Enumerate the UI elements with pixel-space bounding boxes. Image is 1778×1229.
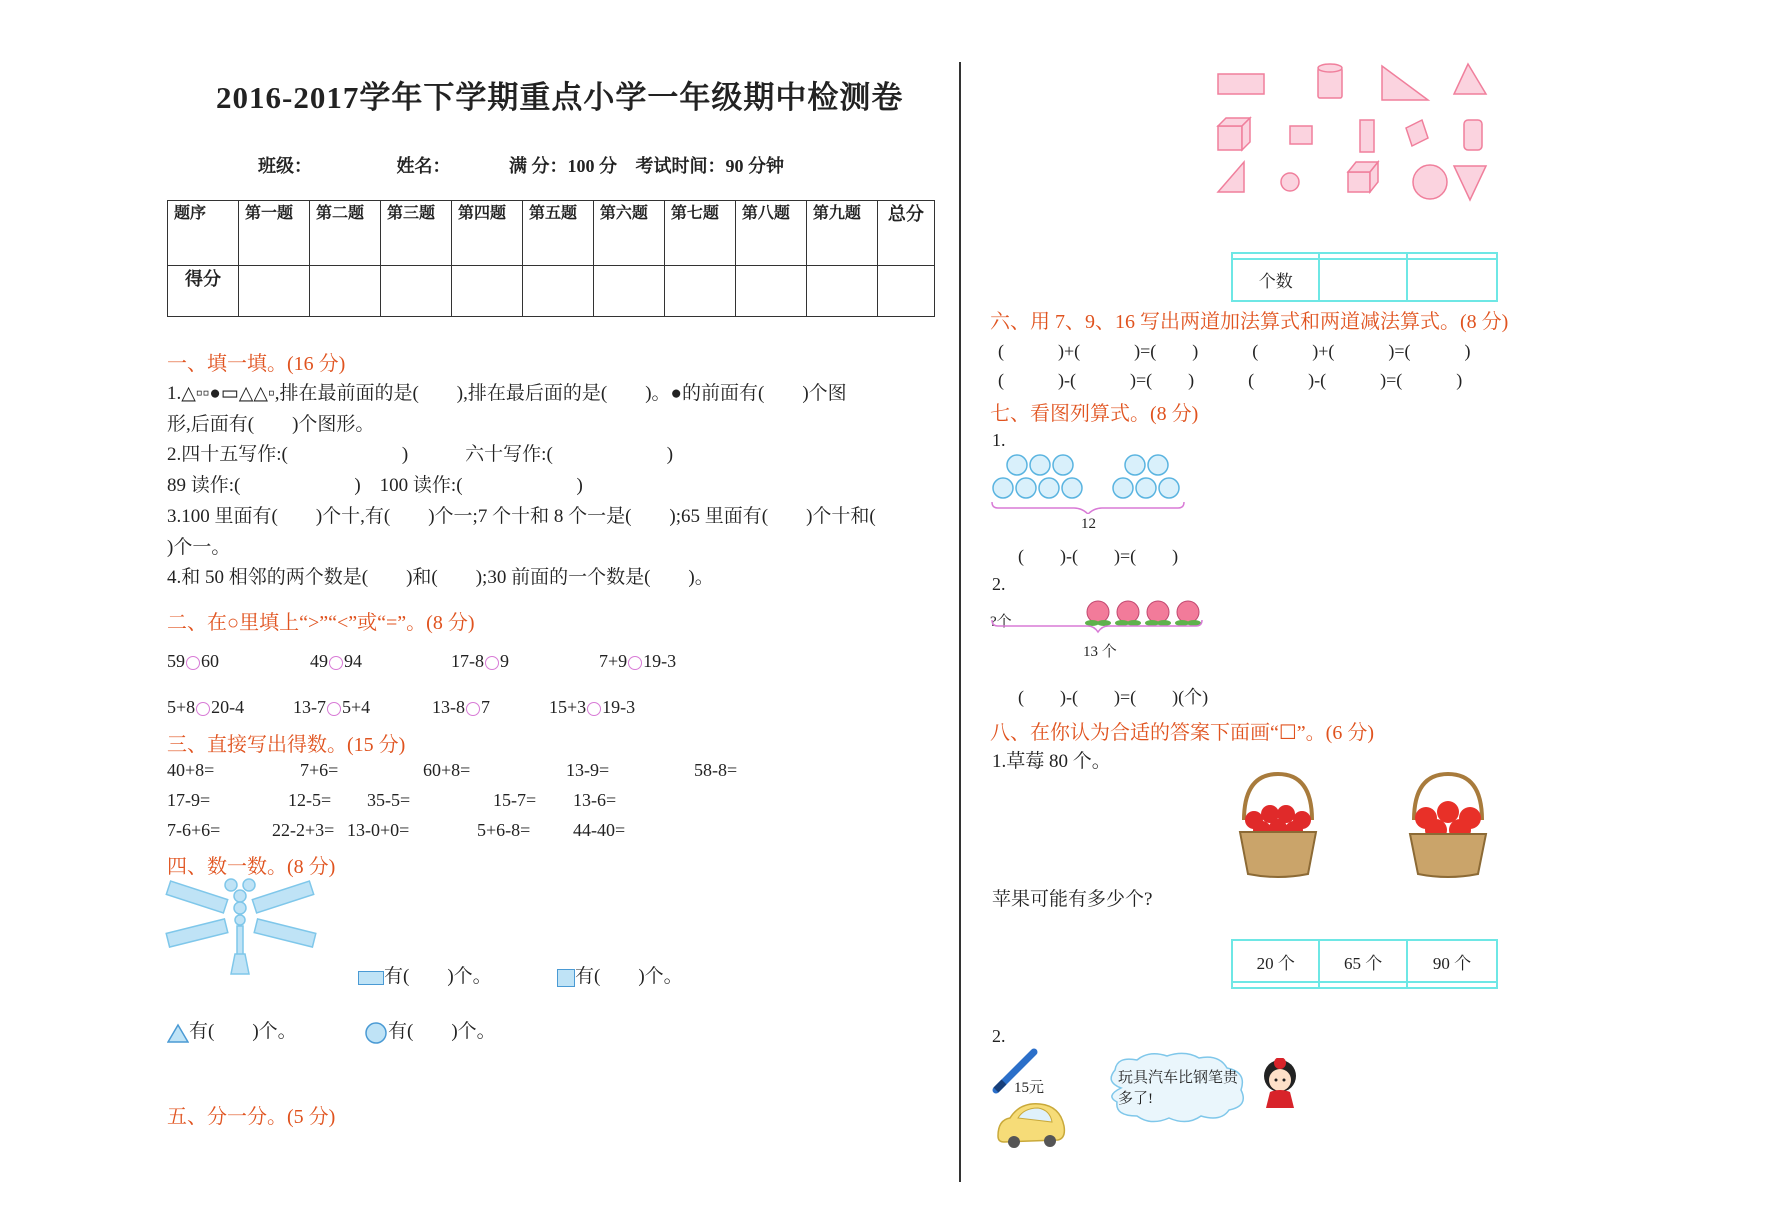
calc-item: 7+6= [300,760,339,780]
calc-item: 58-8= [694,760,738,780]
compare-item: 59 60 [167,651,219,671]
triangle-icon [167,1023,189,1043]
s6-add-line: ( )+( )=( ) ( )+( )=( ) [998,341,1471,361]
calc-item: 12-5= [288,790,332,810]
rectangle-icon [358,971,384,985]
s1-q3-line2: )个一。 [167,537,231,558]
option-65: 65 个 [1319,940,1406,982]
s1-q2-line1: 2.四十五写作:( ) 六十写作:( ) [167,444,674,465]
option-20: 20 个 [1232,940,1319,982]
class-label: 班级： [258,156,312,176]
compare-circle[interactable] [466,702,480,716]
compare-circle[interactable] [196,702,210,716]
score-cell[interactable] [309,266,380,317]
count-cell[interactable] [1407,259,1497,301]
section-8-heading: 八、在你认为合适的答案下面画“☐”。(6 分) [990,722,1375,744]
compare-item: 7+9 19-3 [599,651,677,671]
s4-rect-count: 有( )个。 [358,961,492,988]
compare-item: 5+8 20-4 [167,697,245,717]
s4-square-count: 有( )个。 [557,961,683,988]
section-1-heading: 一、填一填。(16 分) [167,353,346,375]
section-6-heading: 六、用 7、9、16 写出两道加法算式和两道减法算式。(8 分) [990,311,1509,333]
apple-basket-image [1404,770,1492,880]
s1-q4: 4.和 50 相邻的两个数是( )和( );30 前面的一个数是( )。 [167,567,714,588]
score-table [167,200,935,317]
compare-item: 49 94 [310,651,362,671]
score-cell[interactable] [239,266,310,317]
section-7-heading: 七、看图列算式。(8 分) [990,403,1199,425]
option-90: 90 个 [1407,940,1497,982]
compare-item: 17-8 9 [451,651,509,671]
col-q6: 第六题 [593,201,664,266]
circles-group-figure [990,452,1190,514]
compare-circle[interactable] [327,702,341,716]
peaches-brace [990,618,1204,636]
score-cell[interactable] [806,266,877,317]
girl-avatar [1258,1058,1302,1110]
score-cell[interactable] [593,266,664,317]
row-label-score: 得分 [168,266,239,317]
s8-q2-label: 2. [992,1026,1006,1046]
s1-q1-line1: 1.△▫▫●▭△△▫,排在最前面的是( ),排在最后面的是( )。●的前面有( )个图 [167,383,847,404]
score-cell[interactable] [877,266,934,317]
name-label: 姓名： [396,156,451,176]
col-q4: 第四题 [451,201,522,266]
s1-q2-line2: 89 读作:( ) 100 读作:( ) [167,475,583,496]
score-cell[interactable] [451,266,522,317]
compare-circle[interactable] [186,656,200,670]
answer-cell[interactable] [1407,982,1497,988]
compare-circle[interactable] [628,656,642,670]
count-label: 个数 [1232,259,1319,301]
score-cell[interactable] [380,266,451,317]
section-4-heading: 四、数一数。(8 分) [167,856,336,878]
s6-sub-line: ( )-( )=( ) ( )-( )=( ) [998,370,1463,390]
dragonfly-figure [163,876,323,982]
speech-text: 玩具汽车比钢笔贵多了! [1118,1070,1239,1107]
col-q1: 第一题 [239,201,310,266]
calc-item: 7-6+6= [167,820,221,840]
section-5-heading: 五、分一分。(5 分) [167,1106,336,1128]
s4-triangle-count: 有( )个。 [167,1016,297,1043]
col-q8: 第八题 [735,201,806,266]
compare-circle[interactable] [329,656,343,670]
calc-item: 13-9= [566,760,610,780]
shape-count-table [1231,252,1498,302]
s7-p1-label: 1. [992,430,1006,450]
full-score: 满 分：100 分 [509,156,617,176]
compare-item: 15+3 19-3 [549,697,636,717]
square-icon [557,969,575,987]
section-3-heading: 三、直接写出得数。(15 分) [167,734,406,756]
calc-item: 60+8= [423,760,471,780]
calc-item: 5+6-8= [477,820,531,840]
calc-item: 13-6= [573,790,617,810]
solid-shapes-figure [1210,58,1510,206]
s8-q1-question: 苹果可能有多少个? [992,889,1153,910]
calc-item: 15-7= [493,790,537,810]
s7-p2-total: 13 个 [1083,644,1117,660]
pen-price: 15元 [1014,1080,1045,1096]
s7-p1-equation: ( )-( )=( ) [1018,546,1179,566]
col-q2: 第二题 [309,201,380,266]
toy-car-icon [994,1098,1068,1150]
page-divider [959,62,961,1182]
section-2-heading: 二、在○里填上“>”“<”或“=”。(8 分) [167,612,475,634]
s7-p2-unknown: ?个 [990,614,1012,630]
s1-q3-line1: 3.100 里面有( )个十,有( )个一;7 个十和 8 个一是( );65 里面有( )个十和( [167,506,876,527]
apple-answer-table [1231,939,1498,989]
calc-item: 35-5= [367,790,411,810]
s7-p1-total: 12 [1081,516,1096,532]
score-cell[interactable] [735,266,806,317]
answer-cell[interactable] [1319,982,1406,988]
compare-item: 13-7 5+4 [293,697,371,717]
page-title: 2016-2017学年下学期重点小学一年级期中检测卷 [216,80,904,115]
count-cell[interactable] [1319,259,1406,301]
calc-item: 17-9= [167,790,211,810]
answer-cell[interactable] [1232,982,1319,988]
score-cell[interactable] [522,266,593,317]
strawberry-basket-image [1234,770,1322,880]
circle-icon [364,1021,388,1045]
col-q3: 第三题 [380,201,451,266]
s7-p2-label: 2. [992,574,1006,594]
compare-circle[interactable] [485,656,499,670]
calc-item: 22-2+3= [272,820,335,840]
exam-info [258,152,826,178]
exam-time: 考试时间：90 分钟 [635,156,784,176]
calc-item: 44-40= [573,820,626,840]
col-q9: 第九题 [806,201,877,266]
score-cell[interactable] [664,266,735,317]
col-total: 总分 [877,201,934,266]
s7-p2-equation: ( )-( )=( )(个) [1018,687,1209,707]
calc-item: 13-0+0= [347,820,410,840]
s1-q1-line2: 形,后面有( )个图形。 [167,414,375,435]
col-q5: 第五题 [522,201,593,266]
s4-circle-count: 有( )个。 [364,1016,496,1045]
calc-item: 40+8= [167,760,215,780]
s8-q1: 1.草莓 80 个。 [992,751,1111,772]
row-label-order: 题序 [168,201,239,266]
compare-circle[interactable] [587,702,601,716]
compare-item: 13-8 7 [432,697,490,717]
col-q7: 第七题 [664,201,735,266]
